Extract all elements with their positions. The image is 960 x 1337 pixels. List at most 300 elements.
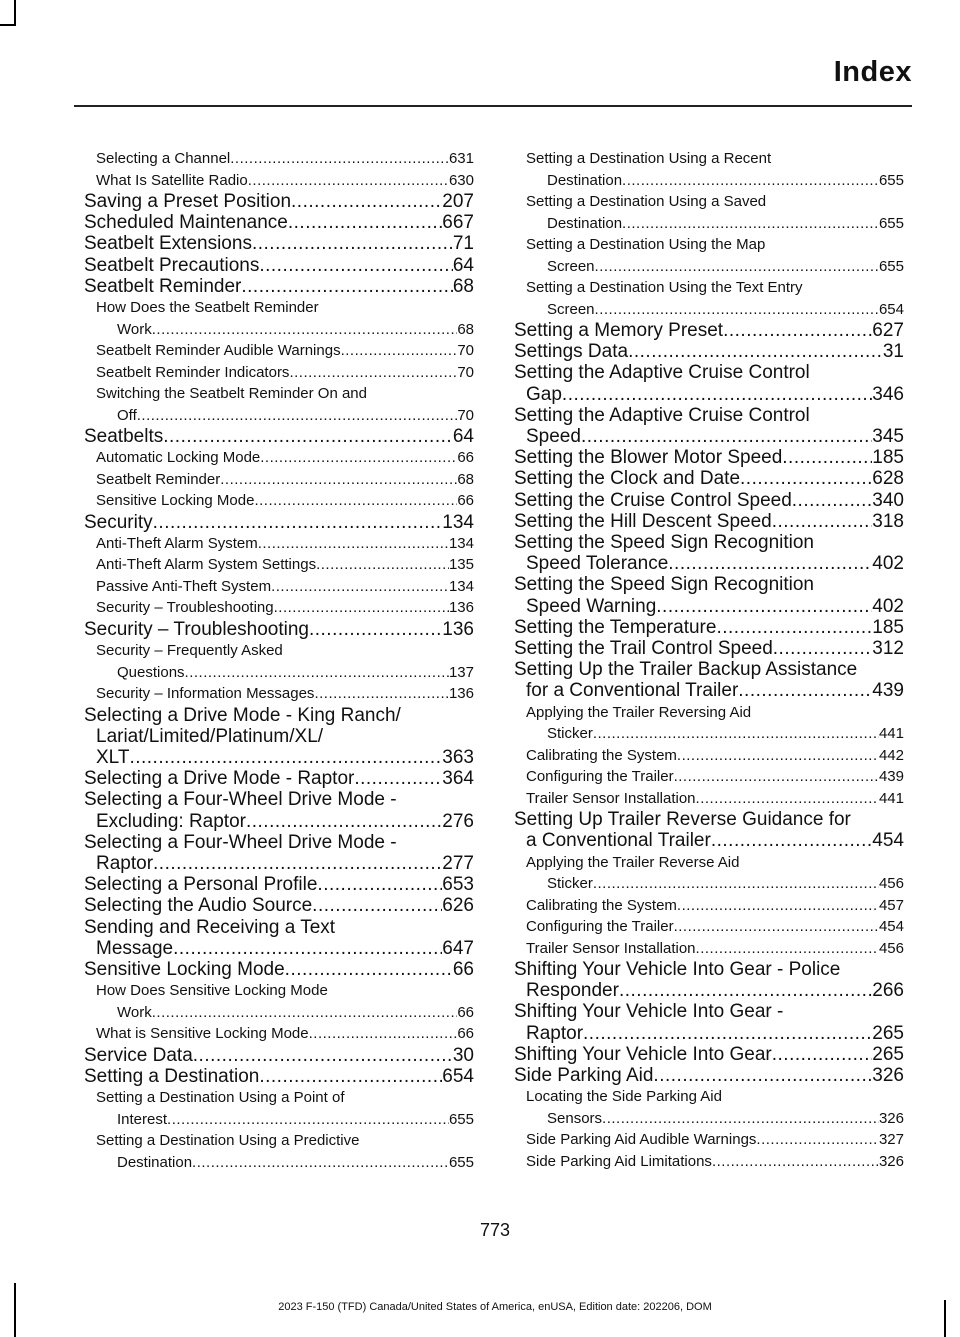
entry-label: Saving a Preset Position <box>84 191 292 212</box>
entry-page-number: 70 <box>457 406 474 424</box>
entry-row <box>96 1023 474 1045</box>
entry-label-line: Setting a Destination Using a Point of <box>96 1089 345 1107</box>
entry-label: Shifting Your Vehicle Into Gear <box>514 1043 772 1065</box>
entry-row <box>96 148 474 170</box>
entry-label-line: Switching the Seatbelt Reminder On and <box>96 385 367 403</box>
entry-row <box>84 512 474 533</box>
entry-page-number: 654 <box>878 300 904 318</box>
index-entry <box>84 255 474 276</box>
index-subentry <box>514 1151 904 1173</box>
entry-row <box>514 1065 904 1086</box>
entry-page-number: 136 <box>448 599 474 617</box>
entry-label-line: How Does the Seatbelt Reminder <box>96 299 319 317</box>
entry-row <box>514 638 904 659</box>
entry-page-number: 442 <box>878 746 904 764</box>
entry-row <box>84 874 474 895</box>
entry-page-number: 137 <box>448 663 474 681</box>
entry-label: Calibrating the System <box>526 746 677 764</box>
entry-label: Screen <box>547 257 595 275</box>
entry-row <box>526 766 904 788</box>
entry-row <box>84 233 474 254</box>
dot-leader <box>271 576 449 598</box>
entry-label: What is Sensitive Locking Mode <box>96 1025 309 1043</box>
entry-label-line: Shifting Your Vehicle Into Gear - <box>514 1001 784 1023</box>
entry-label-line: Lariat/Limited/Platinum/XL/ <box>96 725 324 747</box>
dot-leader <box>696 788 879 810</box>
dot-leader <box>677 745 879 767</box>
entry-page-number: 134 <box>448 577 474 595</box>
entry-label: Setting the Trail Control Speed <box>514 638 773 660</box>
entry-page-number: 454 <box>878 918 904 936</box>
dot-leader <box>622 213 879 235</box>
entry-page-number: 266 <box>872 980 904 1002</box>
entry-label: for a Conventional Trailer <box>526 680 739 702</box>
dot-leader <box>677 895 879 917</box>
entry-page-number: 363 <box>442 747 474 769</box>
dot-leader <box>173 938 442 959</box>
index-entry <box>84 276 474 297</box>
entry-row <box>514 830 904 851</box>
index-entry <box>84 895 474 916</box>
index-subentry <box>84 597 474 619</box>
dot-leader <box>595 256 879 278</box>
entry-label: Settings Data <box>514 341 629 363</box>
entry-row <box>96 1152 474 1174</box>
index-subentry <box>514 277 904 320</box>
entry-row <box>96 340 474 362</box>
entry-label: Security – Information Messages <box>96 685 315 703</box>
entry-row <box>96 533 474 555</box>
index-subentry <box>84 1023 474 1045</box>
entry-row <box>514 426 904 447</box>
entry-page-number: 439 <box>878 768 904 786</box>
entry-label: Anti-Theft Alarm System <box>96 534 258 552</box>
dot-leader <box>674 766 879 788</box>
entry-page-number: 276 <box>442 810 474 832</box>
entry-page-number: 655 <box>448 1153 474 1171</box>
entry-page-number: 326 <box>872 1065 904 1087</box>
entry-page-number: 647 <box>442 937 474 959</box>
entry-label: Work <box>117 1003 152 1021</box>
dot-leader <box>309 1023 458 1045</box>
entry-page-number: 655 <box>878 171 904 189</box>
dot-leader <box>289 362 457 384</box>
entry-label-line: Setting the Adaptive Cruise Control <box>514 362 810 384</box>
header-rule <box>74 105 912 107</box>
dot-leader <box>220 469 457 491</box>
entry-page-number: 326 <box>878 1152 904 1170</box>
entry-label-line: Setting a Destination Using the Text Entry <box>526 279 803 296</box>
dot-leader <box>285 959 453 980</box>
entry-label-line: Sending and Receiving a Text <box>84 916 336 938</box>
dot-leader <box>259 255 453 276</box>
entry-page-number: 345 <box>872 426 904 448</box>
entry-page-number: 628 <box>872 468 904 490</box>
index-entry <box>84 512 474 533</box>
entry-page-number: 402 <box>872 595 904 617</box>
entry-label: Raptor <box>96 853 154 875</box>
entry-label-line: Setting the Speed Sign Recognition <box>514 574 814 596</box>
entry-label: Gap <box>526 383 562 405</box>
dot-leader <box>562 384 872 405</box>
entry-label: Responder <box>526 980 619 1002</box>
entry-label: Side Parking Aid <box>514 1065 654 1087</box>
dot-leader <box>782 447 872 468</box>
dot-leader <box>314 683 449 705</box>
index-entry <box>84 212 474 233</box>
entry-page-number: 185 <box>872 616 904 638</box>
entry-row <box>84 212 474 233</box>
entry-label: Service Data <box>84 1044 193 1066</box>
dot-leader <box>696 938 879 960</box>
entry-row <box>526 745 904 767</box>
entry-row <box>526 895 904 917</box>
entry-row <box>526 1108 904 1130</box>
entry-row <box>96 662 474 684</box>
index-subentry <box>84 640 474 683</box>
index-entry <box>84 1066 474 1087</box>
entry-label-line: Applying the Trailer Reversing Aid <box>526 703 752 721</box>
index-subentry <box>514 745 904 767</box>
entry-page-number: 655 <box>448 1110 474 1128</box>
index-column-left <box>84 148 474 1173</box>
entry-row <box>96 554 474 576</box>
dot-leader <box>656 596 872 617</box>
dot-leader <box>740 468 872 489</box>
entry-label: Security – Troubleshooting <box>84 618 309 640</box>
index-subentry <box>84 490 474 512</box>
index-entry <box>84 768 474 789</box>
index-subentry <box>514 1086 904 1129</box>
entry-page-number: 68 <box>457 470 474 488</box>
entry-label-line: Locating the Side Parking Aid <box>526 1088 722 1106</box>
entry-row <box>96 405 474 427</box>
entry-label: What Is Satellite Radio <box>96 171 248 189</box>
entry-page-number: 457 <box>878 896 904 914</box>
entry-row <box>514 553 904 574</box>
entry-row <box>96 469 474 491</box>
dot-leader <box>153 853 442 874</box>
dot-leader <box>628 341 883 362</box>
entry-label-line: Setting a Destination Using a Recent <box>526 150 772 167</box>
entry-label: Speed Tolerance <box>526 553 669 575</box>
entry-row <box>514 596 904 617</box>
dot-leader <box>153 512 443 533</box>
index-entry <box>84 705 474 769</box>
index-subentry <box>84 533 474 555</box>
entry-label: Selecting a Drive Mode - Raptor <box>84 768 355 790</box>
dot-leader <box>152 1002 458 1024</box>
entry-label-line: Selecting a Drive Mode - King Ranch/ <box>84 704 401 726</box>
entry-label-line: Selecting a Four-Wheel Drive Mode - <box>84 789 397 811</box>
entry-label: Trailer Sensor Installation <box>526 939 696 957</box>
index-subentry <box>84 447 474 469</box>
index-subentry <box>514 766 904 788</box>
index-entry <box>514 1001 904 1043</box>
dot-leader <box>602 1108 879 1130</box>
entry-page-number: 70 <box>457 363 474 381</box>
entry-row <box>84 768 474 789</box>
entry-label-line: Setting a Destination Using the Map <box>526 236 766 253</box>
entry-row <box>84 255 474 276</box>
entry-label: Seatbelt Reminder Indicators <box>96 363 290 381</box>
entry-page-number: 626 <box>442 895 474 917</box>
entry-row <box>84 276 474 297</box>
entry-page-number: 66 <box>452 959 474 981</box>
entry-label: a Conventional Trailer <box>526 830 711 852</box>
entry-row <box>96 1109 474 1131</box>
entry-page-number: 439 <box>872 680 904 702</box>
entry-label: Setting a Memory Preset <box>514 320 724 341</box>
entry-page-number: 441 <box>878 789 904 807</box>
entry-label: Seatbelt Precautions <box>84 254 260 276</box>
entry-label: Speed <box>526 426 581 448</box>
entry-page-number: 185 <box>872 447 904 469</box>
entry-page-number: 66 <box>457 449 474 467</box>
index-entry <box>514 447 904 468</box>
entry-page-number: 340 <box>872 489 904 511</box>
index-subentry <box>84 683 474 705</box>
entry-page-number: 630 <box>448 171 474 189</box>
index-subentry <box>84 1130 474 1173</box>
page-title: Index <box>833 56 912 88</box>
entry-row <box>526 788 904 810</box>
dot-leader <box>259 1066 442 1087</box>
dot-leader <box>583 1023 872 1044</box>
entry-label: Selecting a Channel <box>96 150 231 167</box>
dot-leader <box>756 1129 879 1151</box>
entry-label: Seatbelt Reminder Audible Warnings <box>96 342 341 360</box>
entry-label: Setting the Blower Motor Speed <box>514 447 783 469</box>
entry-page-number: 454 <box>872 830 904 852</box>
crop-mark-top-left-vertical <box>14 0 16 26</box>
entry-page-number: 66 <box>457 492 474 510</box>
entry-row <box>84 895 474 916</box>
entry-label: Security <box>84 511 153 533</box>
index-entry <box>514 574 904 616</box>
entry-row <box>84 426 474 447</box>
entry-row <box>96 576 474 598</box>
entry-label-line: How Does Sensitive Locking Mode <box>96 982 328 1000</box>
index-entry <box>514 511 904 532</box>
dot-leader <box>185 662 449 684</box>
entry-label: Sensitive Locking Mode <box>84 959 285 981</box>
dot-leader <box>254 490 457 512</box>
dot-leader <box>258 533 449 555</box>
entry-page-number: 68 <box>452 275 474 297</box>
entry-label: Sensors <box>547 1109 603 1127</box>
entry-label: Seatbelts <box>84 426 164 448</box>
entry-label-line: Applying the Trailer Reverse Aid <box>526 853 740 871</box>
entry-row <box>96 447 474 469</box>
dot-leader <box>593 873 879 895</box>
entry-row <box>84 1066 474 1087</box>
entry-label: Setting a Destination <box>84 1065 260 1087</box>
index-entry <box>514 638 904 659</box>
dot-leader <box>137 405 458 427</box>
entry-row <box>96 1002 474 1024</box>
dot-leader <box>163 426 453 447</box>
entry-page-number: 136 <box>442 618 474 640</box>
index-entry <box>514 659 904 701</box>
entry-page-number: 135 <box>448 556 474 574</box>
entry-page-number: 654 <box>442 1065 474 1087</box>
entry-label: Destination <box>547 214 623 232</box>
entry-row <box>84 619 474 640</box>
entry-label-line: Setting a Destination Using a Saved <box>526 193 767 210</box>
entry-page-number: 627 <box>872 320 904 341</box>
index-subentry <box>84 554 474 576</box>
index-subentry <box>514 1129 904 1151</box>
entry-page-number: 655 <box>878 257 904 275</box>
footer-edition-text: 2023 F-150 (TFD) Canada/United States of America, enUSA, Edition date: 202206, DOM <box>278 1301 712 1313</box>
page-number: 773 <box>479 1220 511 1240</box>
entry-page-number: 277 <box>442 853 474 875</box>
index-entry <box>84 1045 474 1066</box>
dot-leader <box>152 319 458 341</box>
entry-label-line: Setting the Adaptive Cruise Control <box>514 404 810 426</box>
entry-label-line: Setting the Speed Sign Recognition <box>514 532 814 554</box>
entry-page-number: 207 <box>442 191 474 212</box>
entry-label: Setting the Cruise Control Speed <box>514 489 792 511</box>
entry-label: Off <box>117 406 137 424</box>
entry-row <box>526 170 904 192</box>
entry-label: Trailer Sensor Installation <box>526 789 696 807</box>
entry-label: Calibrating the System <box>526 896 677 914</box>
entry-row <box>514 468 904 489</box>
entry-row <box>96 362 474 384</box>
dot-leader <box>241 276 452 297</box>
entry-row <box>526 213 904 235</box>
index-subentry <box>84 980 474 1023</box>
entry-page-number: 312 <box>872 638 904 660</box>
entry-label: Security – Troubleshooting <box>96 599 274 617</box>
entry-label: Selecting a Personal Profile <box>84 874 318 896</box>
entry-row <box>84 747 474 768</box>
dot-leader <box>167 1109 449 1131</box>
dot-leader <box>129 747 442 768</box>
entry-label-line: Selecting a Four-Wheel Drive Mode - <box>84 831 397 853</box>
entry-label: Automatic Locking Mode <box>96 449 261 467</box>
entry-row <box>514 341 904 362</box>
index-subentry <box>514 895 904 917</box>
entry-row <box>526 1129 904 1151</box>
entry-label-line: Setting Up Trailer Reverse Guidance for <box>514 809 851 831</box>
dot-leader <box>230 148 449 170</box>
entry-page-number: 134 <box>442 511 474 533</box>
entry-label: Sticker <box>547 875 593 893</box>
entry-label: Setting the Clock and Date <box>514 468 741 490</box>
entry-label: Speed Warning <box>526 595 657 617</box>
entry-row <box>96 490 474 512</box>
entry-label: Scheduled Maintenance <box>84 212 288 234</box>
entry-page-number: 66 <box>457 1003 474 1021</box>
entry-label-line: Setting a Destination Using a Predictive <box>96 1132 360 1150</box>
index-subentry <box>514 788 904 810</box>
dot-leader <box>309 619 442 640</box>
entry-label: Screen <box>547 300 595 318</box>
dot-leader <box>341 340 458 362</box>
entry-label: Sticker <box>547 725 593 743</box>
entry-label: Excluding: Raptor <box>96 810 246 832</box>
dot-leader <box>723 320 872 341</box>
entry-page-number: 631 <box>448 150 474 167</box>
index-subentry <box>84 1087 474 1130</box>
dot-leader <box>260 447 457 469</box>
entry-label: Setting the Hill Descent Speed <box>514 510 772 532</box>
entry-row <box>514 384 904 405</box>
entry-label: Work <box>117 320 152 338</box>
entry-page-number: 66 <box>457 1025 474 1043</box>
entry-page-number: 441 <box>878 725 904 743</box>
dot-leader <box>653 1065 872 1086</box>
index-subentry <box>514 916 904 938</box>
index-entry <box>84 874 474 895</box>
index-entry <box>514 468 904 489</box>
index-subentry <box>514 191 904 234</box>
entry-page-number: 265 <box>872 1022 904 1044</box>
index-entry <box>514 617 904 638</box>
entry-page-number: 64 <box>452 426 474 448</box>
dot-leader <box>291 191 442 212</box>
entry-page-number: 456 <box>878 875 904 893</box>
dot-leader <box>772 1044 873 1065</box>
index-entry <box>84 191 474 212</box>
index-subentry <box>514 938 904 960</box>
entry-label-line: Shifting Your Vehicle Into Gear - Police <box>514 959 841 981</box>
entry-label: Raptor <box>526 1022 584 1044</box>
index-entry <box>84 832 474 874</box>
index-entry <box>84 917 474 959</box>
dot-leader <box>581 426 872 447</box>
index-entry <box>514 959 904 1001</box>
entry-label: Interest <box>117 1110 168 1128</box>
index-entry <box>514 490 904 511</box>
entry-page-number: 31 <box>882 341 904 363</box>
entry-page-number: 326 <box>878 1109 904 1127</box>
dot-leader <box>252 233 453 254</box>
entry-label: Passive Anti-Theft System <box>96 577 272 595</box>
entry-label: XLT <box>96 747 130 769</box>
dot-leader <box>622 170 879 192</box>
entry-label: Setting the Temperature <box>514 616 717 638</box>
entry-row <box>526 873 904 895</box>
dot-leader <box>711 830 872 851</box>
entry-row <box>526 299 904 321</box>
entry-row <box>96 319 474 341</box>
index-subentry <box>84 362 474 384</box>
dot-leader <box>772 511 873 532</box>
entry-row <box>96 170 474 192</box>
entry-label: Questions <box>117 663 185 681</box>
dot-leader <box>595 299 879 321</box>
entry-row <box>526 723 904 745</box>
dot-leader <box>792 490 873 511</box>
entry-label: Destination <box>117 1153 193 1171</box>
entry-page-number: 136 <box>448 685 474 703</box>
entry-row <box>514 1023 904 1044</box>
entry-label: Seatbelt Extensions <box>84 233 252 255</box>
entry-page-number: 456 <box>878 939 904 957</box>
entry-page-number: 402 <box>872 553 904 575</box>
index-subentry <box>84 469 474 491</box>
index-subentry <box>514 148 904 191</box>
entry-row <box>84 853 474 874</box>
dot-leader <box>773 638 873 659</box>
index-subentry <box>84 297 474 340</box>
entry-label: Side Parking Aid Audible Warnings <box>526 1131 757 1149</box>
entry-row <box>514 320 904 341</box>
